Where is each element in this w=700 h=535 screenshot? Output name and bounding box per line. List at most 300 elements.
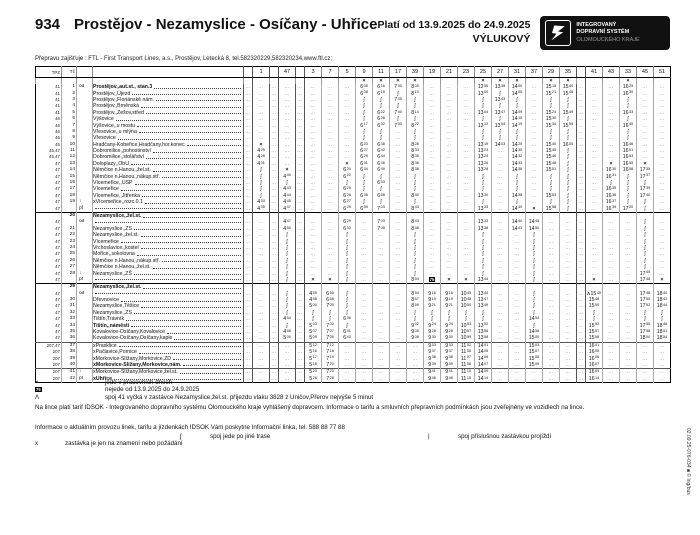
time-cell: ... <box>322 232 339 238</box>
time-cell: ... <box>603 129 620 135</box>
time-cell: $9^{16}$ <box>424 291 441 297</box>
tc-cell: 2 <box>62 90 77 96</box>
time-cell: ... <box>578 128 584 134</box>
time-cell: $9^{33}$ <box>424 342 441 349</box>
time-cell: ... <box>305 103 322 109</box>
time-cell: $17^{39}$ <box>637 186 654 192</box>
stop-name-cell: Němčice n.Hanou,,žel.st. <box>93 167 244 173</box>
time-cell: ... <box>441 173 458 179</box>
time-cell: $13^{54}$ <box>492 122 509 128</box>
time-cell: ... <box>356 264 373 270</box>
time-cell <box>526 212 543 219</box>
tpz-cell: 46 <box>55 128 60 134</box>
time-cell: ʃ <box>475 258 492 264</box>
time-cell <box>577 212 586 219</box>
time-cell: $11^{15}$ <box>458 376 475 383</box>
time-cell: ... <box>492 335 509 342</box>
time-cell: ... <box>339 349 356 355</box>
time-cell: $16^{46}$ <box>620 142 637 148</box>
time-cell: ... <box>654 180 671 186</box>
time-cell: ʃ <box>253 180 270 186</box>
time-cell: $6^{58}$ <box>322 297 339 303</box>
tc-cell: 14 <box>62 167 77 173</box>
time-cell: ... <box>620 303 637 309</box>
time-cell: ʃ <box>373 186 390 192</box>
time-cell: ... <box>279 349 296 355</box>
time-cell: ... <box>356 291 373 297</box>
time-cell: ... <box>305 84 322 90</box>
time-cell: $6^{16}$ <box>373 84 390 90</box>
time-cell: ... <box>271 160 277 166</box>
tpz-cell: 47 <box>55 270 60 276</box>
time-cell: $16^{30}$ <box>603 167 620 173</box>
time-cell: ... <box>526 103 543 109</box>
time-cell: $6^{31}$ <box>356 161 373 167</box>
trip-column-45: 45 <box>637 67 654 78</box>
time-cell: ... <box>245 232 251 238</box>
time-cell: ... <box>245 84 251 90</box>
tc-cell <box>62 205 77 212</box>
time-cell: ʃ <box>356 97 373 103</box>
time-cell: $6^{33}$ <box>339 226 356 232</box>
time-cell: ... <box>560 277 577 284</box>
trip-symbol: × <box>543 78 560 85</box>
legend-symbol: × <box>35 379 39 386</box>
timetable-grid <box>35 66 671 383</box>
time-cell: ʃ <box>560 199 577 205</box>
time-cell: × <box>253 142 270 148</box>
tpz-cell: 41 <box>55 84 60 90</box>
tc-cell: 4 <box>62 103 77 109</box>
time-cell: ... <box>297 186 303 192</box>
time-cell: ... <box>492 219 509 225</box>
time-cell: ʃ <box>586 310 603 316</box>
time-cell: ... <box>253 251 270 257</box>
time-cell: ... <box>297 84 303 90</box>
trip-column-21: 21 <box>441 67 458 78</box>
time-cell: ... <box>424 161 441 167</box>
time-cell: ... <box>305 148 322 154</box>
time-cell: ʃ <box>526 277 543 284</box>
time-cell: ... <box>297 375 303 381</box>
time-cell: $7^{20}$ <box>322 362 339 369</box>
time-cell: ... <box>245 192 251 198</box>
tc-cell: 8 <box>62 129 77 135</box>
time-cell: ... <box>578 103 584 109</box>
marker-cell: ↓ <box>77 369 93 376</box>
time-cell: ... <box>271 128 277 134</box>
time-cell: ... <box>560 316 577 322</box>
time-cell: $9^{39}$ <box>424 362 441 369</box>
time-cell: ... <box>271 173 277 179</box>
time-cell: ... <box>637 97 654 103</box>
time-cell: ... <box>441 84 458 90</box>
time-cell: ... <box>578 148 584 154</box>
time-cell: ʃ <box>543 97 560 103</box>
line-number: 934 <box>35 16 61 33</box>
time-cell: ... <box>578 375 584 381</box>
time-cell: $4^{47}$ <box>279 219 296 225</box>
time-cell: $6^{22}$ <box>373 110 390 116</box>
time-cell: ʃ <box>543 129 560 135</box>
tc-cell: 39 <box>62 355 77 361</box>
time-cell: ... <box>603 264 620 270</box>
time-cell: ... <box>424 84 441 90</box>
time-cell: ... <box>297 369 303 375</box>
time-cell: $15^{59}$ <box>560 122 577 128</box>
time-cell: ʃ <box>279 264 296 270</box>
time-cell: $18^{54}$ <box>654 335 671 342</box>
time-cell: ... <box>526 129 543 135</box>
time-cell: ... <box>509 349 526 355</box>
time-cell: ... <box>322 154 339 160</box>
time-cell: ... <box>620 369 637 376</box>
time-cell: ... <box>390 362 407 369</box>
time-cell: ... <box>441 232 458 238</box>
time-cell: ... <box>339 129 356 135</box>
time-cell: $5^{16}$ <box>305 349 322 355</box>
time-cell: ... <box>578 199 584 205</box>
time-cell: ... <box>297 219 303 225</box>
time-cell <box>475 212 492 219</box>
time-cell: ... <box>424 173 441 179</box>
time-cell: ... <box>322 186 339 192</box>
time-cell: ... <box>390 167 407 173</box>
time-cell: ... <box>578 141 584 147</box>
time-cell: ... <box>245 270 251 276</box>
time-cell: ... <box>603 362 620 369</box>
time-cell: $4^{25}$ <box>253 148 270 154</box>
time-cell: $13^{47}$ <box>475 297 492 303</box>
time-cell: $15^{45}$ <box>543 148 560 154</box>
time-cell: ... <box>339 355 356 361</box>
time-cell: ... <box>654 219 671 225</box>
time-cell: $6^{25}$ <box>339 186 356 192</box>
time-cell: ... <box>441 270 458 276</box>
time-cell: ... <box>245 128 251 134</box>
time-cell: × <box>586 277 603 284</box>
time-cell: ... <box>586 258 603 264</box>
time-cell: ... <box>297 309 303 315</box>
time-cell: ... <box>305 173 322 179</box>
stop-name-cell <box>93 205 244 212</box>
time-cell: ... <box>578 303 584 309</box>
tpz-cell: 41 <box>55 96 60 102</box>
time-cell: ... <box>390 135 407 141</box>
time-cell: ... <box>245 244 251 250</box>
time-cell: ... <box>322 103 339 109</box>
time-cell: ʃ <box>373 103 390 109</box>
time-cell: $11^{07}$ <box>458 355 475 361</box>
marker-cell <box>77 212 93 219</box>
time-cell: ʃ <box>526 232 543 238</box>
time-cell: ... <box>245 309 251 315</box>
time-cell: ʃ <box>279 238 296 244</box>
tc-cell: 41 <box>62 369 77 376</box>
time-cell: $15^{58}$ <box>586 335 603 342</box>
time-cell: ʃ <box>407 173 424 179</box>
time-cell <box>475 284 492 291</box>
time-cell: ... <box>424 199 441 205</box>
time-cell: ... <box>390 329 407 335</box>
time-cell: ... <box>509 316 526 322</box>
stop-name-cell: xUhřice <box>93 376 244 383</box>
time-cell: ʃ <box>373 199 390 205</box>
tc-cell: 6 <box>62 116 77 122</box>
tpz-cell: 207 <box>52 369 60 375</box>
time-cell: ʃ <box>356 199 373 205</box>
time-cell: ... <box>543 219 560 225</box>
time-cell: ... <box>279 369 296 376</box>
time-cell: $9^{39}$ <box>441 362 458 369</box>
time-cell: ... <box>322 97 339 103</box>
time-cell: ... <box>245 90 251 96</box>
time-cell: ... <box>458 238 475 244</box>
time-cell: $9^{41}$ <box>424 369 441 376</box>
time-cell: $6^{27}$ <box>356 148 373 154</box>
time-cell: ... <box>543 245 560 251</box>
time-cell: $6^{23}$ <box>356 142 373 148</box>
time-cell: ... <box>560 258 577 264</box>
time-cell: ... <box>603 90 620 96</box>
time-cell: ... <box>637 116 654 122</box>
tc-cell: 26 <box>62 258 77 264</box>
time-cell: ... <box>654 264 671 270</box>
tpz-cell: 47 <box>55 329 60 335</box>
time-cell: ... <box>271 135 277 141</box>
time-cell: ... <box>578 270 584 276</box>
time-cell: ... <box>560 369 577 376</box>
time-cell: ʃ <box>356 116 373 122</box>
time-cell: ... <box>253 135 270 141</box>
time-cell: ... <box>458 245 475 251</box>
time-cell: ... <box>492 238 509 244</box>
time-cell: ʃ <box>543 173 560 179</box>
time-cell: ... <box>586 167 603 173</box>
time-cell: $15^{51}$ <box>543 167 560 173</box>
time-cell: ... <box>526 167 543 173</box>
time-cell: ... <box>253 270 270 276</box>
tpz-cell: 47 <box>55 257 60 263</box>
time-cell: ʃ <box>339 277 356 284</box>
time-cell: ʃ <box>279 258 296 264</box>
time-cell: ʃ <box>637 205 654 212</box>
time-cell: ... <box>492 161 509 167</box>
time-cell: ʃ <box>560 173 577 179</box>
time-cell: ... <box>578 316 584 322</box>
time-cell: $13^{44}$ <box>475 277 492 284</box>
time-cell: ... <box>373 376 390 383</box>
time-cell: ʃ <box>475 129 492 135</box>
time-cell: ʃ <box>475 310 492 316</box>
time-cell: ... <box>603 322 620 328</box>
time-cell: ... <box>305 270 322 276</box>
time-cell: ʃ <box>560 205 577 212</box>
time-cell: ... <box>390 154 407 160</box>
tpz-cell: 47 <box>55 192 60 198</box>
stop-name-cell: Tištín,,náměstí <box>93 322 244 328</box>
time-cell: ... <box>271 303 277 309</box>
time-cell: $17^{35}$ <box>637 167 654 173</box>
time-cell: ... <box>424 180 441 186</box>
time-cell: ... <box>603 148 620 154</box>
time-cell: $5^{18}$ <box>305 362 322 369</box>
time-cell: ... <box>578 349 584 355</box>
time-cell <box>654 284 671 291</box>
time-cell: ... <box>305 251 322 257</box>
time-cell: $14^{09}$ <box>509 110 526 116</box>
trip-column-5: 5 <box>339 67 356 78</box>
time-cell: ... <box>458 90 475 96</box>
time-cell: $15^{48}$ <box>543 161 560 167</box>
time-cell: ... <box>297 154 303 160</box>
time-cell: $9^{38}$ <box>441 355 458 361</box>
time-cell: ... <box>297 349 303 355</box>
time-cell: ... <box>279 148 296 154</box>
trip-column-35: 35 <box>560 67 577 78</box>
time-cell: ... <box>441 180 458 186</box>
time-cell: ... <box>271 361 277 367</box>
time-cell: ʃ <box>492 129 509 135</box>
time-cell: ... <box>458 110 475 116</box>
time-cell: ... <box>586 199 603 205</box>
time-cell <box>441 212 458 219</box>
tc-cell: 32 <box>62 310 77 316</box>
tc-cell: 21 <box>62 226 77 232</box>
time-cell: ʃ <box>356 110 373 116</box>
time-cell: ʃ <box>620 173 637 179</box>
time-cell: $14^{32}$ <box>509 154 526 160</box>
time-cell: ... <box>509 362 526 369</box>
time-cell: ... <box>322 84 339 90</box>
time-cell: ... <box>526 199 543 205</box>
time-cell: ... <box>637 376 654 383</box>
time-cell: $15^{00}$ <box>526 335 543 342</box>
time-cell: ʃ <box>407 264 424 270</box>
time-cell: $11^{06}$ <box>458 349 475 355</box>
stop-name-cell: xVícemeřice,,rozc.0.1 <box>93 199 244 205</box>
tpz-cell: 47 <box>55 303 60 309</box>
time-cell: $15^{07}$ <box>526 349 543 355</box>
time-cell: ... <box>586 110 603 116</box>
stop-name-cell: Hradčany-Kobeřice,Hradčany,hor.konec <box>93 142 244 148</box>
stop-name-cell: Prostějov,,Floriánské nám. <box>93 97 244 103</box>
time-cell: $9^{05}$ <box>407 329 424 335</box>
time-cell: ... <box>586 245 603 251</box>
time-cell: ... <box>390 205 407 212</box>
time-cell: ʃ <box>637 264 654 270</box>
time-cell: ʃ <box>339 238 356 244</box>
tpz-cell: 47 <box>55 205 60 211</box>
time-cell: ... <box>586 148 603 154</box>
time-cell: ʃ <box>509 135 526 141</box>
time-cell: ... <box>390 342 407 349</box>
time-cell: ... <box>297 141 303 147</box>
stop-name-cell: Němčice n.Hanou,,nákup.stř. <box>93 258 244 264</box>
validity-dates: Platí od 13.9.2025 do 24.9.2025 <box>377 19 531 31</box>
time-cell: ... <box>356 238 373 244</box>
time-cell: ... <box>620 245 637 251</box>
time-cell: ... <box>492 258 509 264</box>
time-cell: ʃ <box>322 316 339 322</box>
time-cell: ... <box>271 141 277 147</box>
time-cell: ... <box>654 154 671 160</box>
time-cell: ... <box>339 103 356 109</box>
time-cell: ... <box>356 362 373 369</box>
time-cell: ... <box>245 355 251 361</box>
time-cell: ... <box>305 122 322 128</box>
time-cell: ... <box>654 251 671 257</box>
time-cell: ... <box>339 135 356 141</box>
time-cell: ... <box>297 103 303 109</box>
time-cell: $14^{06}$ <box>475 355 492 361</box>
time-cell: ... <box>271 186 277 192</box>
trip-column-sep <box>296 67 305 78</box>
time-cell: ... <box>620 270 637 276</box>
time-cell <box>603 212 620 219</box>
time-cell: ... <box>424 90 441 96</box>
time-cell: ... <box>253 369 270 376</box>
marker-cell: pf <box>77 205 93 212</box>
trip-column-27: 27 <box>492 67 509 78</box>
time-cell: ... <box>586 264 603 270</box>
time-cell: $8^{22}$ <box>407 122 424 128</box>
time-cell: $4^{54}$ <box>279 316 296 322</box>
time-cell: ... <box>407 369 424 376</box>
time-cell: ... <box>654 258 671 264</box>
time-cell: $13^{49}$ <box>475 303 492 309</box>
time-cell: ... <box>441 238 458 244</box>
time-cell: ʃ <box>637 226 654 232</box>
time-cell: ... <box>578 335 584 341</box>
time-cell: ... <box>578 192 584 198</box>
time-cell: ʃ <box>509 180 526 186</box>
time-cell: ... <box>271 257 277 263</box>
time-cell: ʃ <box>407 180 424 186</box>
time-cell: $13^{47}$ <box>492 110 509 116</box>
time-cell <box>458 284 475 291</box>
time-cell: ... <box>620 355 637 361</box>
time-cell: $6^{26}$ <box>339 193 356 199</box>
time-cell: $5^{07}$ <box>305 329 322 335</box>
marker-cell: pf <box>77 277 93 284</box>
time-cell: ʃ <box>407 186 424 192</box>
time-cell: ... <box>458 142 475 148</box>
time-cell: ... <box>560 362 577 369</box>
time-cell: ... <box>245 290 251 296</box>
time-cell: ... <box>560 251 577 257</box>
tc-cell: 40 <box>62 362 77 369</box>
time-cell: ʃ <box>475 245 492 251</box>
time-cell: ʃ <box>279 180 296 186</box>
time-cell: ʃ <box>637 199 654 205</box>
time-cell: ... <box>322 264 339 270</box>
time-cell: ... <box>458 270 475 276</box>
time-cell: ʃ <box>424 316 441 322</box>
time-cell: ... <box>390 335 407 342</box>
time-cell: ... <box>356 342 373 349</box>
trip-column-31: 31 <box>509 67 526 78</box>
stop-name-cell: Vřesovice,,u mlýna <box>93 129 244 135</box>
trip-column-25: 25 <box>475 67 492 78</box>
time-cell: ... <box>373 349 390 355</box>
time-cell: $5^{00}$ <box>305 303 322 309</box>
time-cell: ʃ <box>560 116 577 122</box>
time-cell: ʃ <box>279 245 296 251</box>
time-cell: ... <box>390 303 407 309</box>
time-cell: ... <box>424 238 441 244</box>
stop-row <box>36 362 671 369</box>
